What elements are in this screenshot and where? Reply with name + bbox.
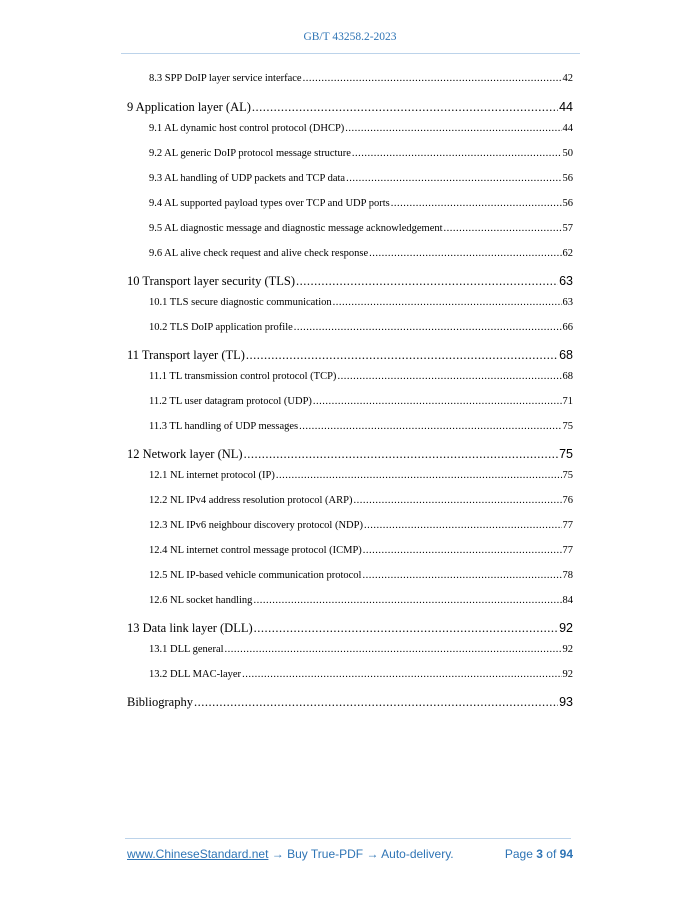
toc-entry-title: 9.5 AL diagnostic message and diagnostic message acknowledgement — [149, 223, 443, 234]
toc-dot-leader — [362, 570, 561, 581]
toc-entry-title: 13.2 DLL MAC-layer — [149, 669, 242, 680]
toc-entry-title: 10.2 TLS DoIP application profile — [149, 322, 293, 333]
toc-entry-page-number: 63 — [562, 297, 573, 308]
toc-chapter-entry[interactable] — [127, 695, 573, 710]
toc-entry-title: 12 Network layer (NL) — [127, 447, 243, 461]
toc-section-entry[interactable] — [149, 173, 573, 184]
toc-dot-leader — [276, 470, 562, 481]
toc-dot-leader — [254, 621, 558, 636]
toc-section-entry[interactable] — [149, 520, 573, 531]
toc-dot-leader — [313, 396, 562, 407]
toc-dot-leader — [352, 148, 562, 159]
toc-section-entry[interactable] — [149, 371, 573, 382]
toc-section-entry[interactable] — [149, 148, 573, 159]
toc-entry-title: 10.1 TLS secure diagnostic communication — [149, 297, 332, 308]
auto-delivery-text: Auto-delivery. — [381, 847, 454, 861]
of-word: of — [546, 847, 557, 861]
toc-entry-page-number: 84 — [562, 595, 573, 606]
toc-dot-leader — [299, 421, 561, 432]
toc-entry-page-number: 56 — [562, 198, 573, 209]
toc-section-entry[interactable] — [149, 123, 573, 134]
toc-dot-leader — [246, 348, 558, 363]
toc-entry-page-number: 68 — [559, 348, 573, 362]
toc-entry-page-number: 92 — [562, 669, 573, 680]
toc-entry-title: 9 Application layer (AL) — [127, 100, 251, 114]
toc-dot-leader — [363, 545, 562, 556]
toc-entry-title: 9.2 AL generic DoIP protocol message structure — [149, 148, 351, 159]
toc-section-entry[interactable] — [149, 669, 573, 680]
toc-entry-title: 9.3 AL handling of UDP packets and TCP data — [149, 173, 346, 184]
toc-entry-title: 12.4 NL internet control message protocol (ICMP) — [149, 545, 362, 556]
page-word: Page — [504, 847, 533, 861]
toc-dot-leader — [333, 297, 562, 308]
total-pages-number: 94 — [559, 847, 573, 861]
toc-dot-leader — [345, 123, 561, 134]
toc-dot-leader — [253, 595, 561, 606]
toc-entry-title: 11.3 TL handling of UDP messages — [149, 421, 299, 432]
toc-entry-title: 11 Transport layer (TL) — [127, 348, 245, 362]
toc-entry-page-number: 92 — [562, 644, 573, 655]
toc-dot-leader — [294, 322, 562, 333]
toc-entry-title: 8.3 SPP DoIP layer service interface — [149, 73, 302, 84]
toc-entry-page-number: 66 — [562, 322, 573, 333]
toc-entry-page-number: 68 — [562, 371, 573, 382]
buy-true-pdf-link[interactable]: Buy True-PDF — [287, 847, 364, 861]
toc-entry-page-number: 76 — [562, 495, 573, 506]
toc-dot-leader — [364, 520, 562, 531]
toc-dot-leader — [225, 644, 562, 655]
toc-section-entry[interactable] — [149, 421, 573, 432]
toc-entry-page-number: 71 — [562, 396, 573, 407]
toc-entry-title: 12.3 NL IPv6 neighbour discovery protocol (NDP) — [149, 520, 363, 531]
toc-entry-title: 9.1 AL dynamic host control protocol (DHCP) — [149, 123, 345, 134]
toc-section-entry[interactable] — [149, 595, 573, 606]
toc-dot-leader — [346, 173, 561, 184]
toc-entry-page-number: 42 — [562, 73, 573, 84]
toc-entry-title: 11.1 TL transmission control protocol (TCP) — [149, 371, 337, 382]
toc-section-entry[interactable] — [149, 248, 573, 259]
toc-dot-leader — [296, 274, 558, 289]
toc-entry-page-number: 56 — [562, 173, 573, 184]
toc-entry-title: 11.2 TL user datagram protocol (UDP) — [149, 396, 312, 407]
current-page-number: 3 — [536, 847, 543, 861]
toc-dot-leader — [353, 495, 561, 506]
toc-dot-leader — [444, 223, 562, 234]
toc-entry-title: 13.1 DLL general — [149, 644, 224, 655]
toc-entry-title: 12.6 NL socket handling — [149, 595, 253, 606]
toc-section-entry[interactable] — [149, 644, 573, 655]
toc-chapter-entry[interactable] — [127, 100, 573, 115]
toc-entry-page-number: 92 — [559, 621, 573, 635]
toc-entry-page-number: 44 — [559, 100, 573, 114]
toc-entry-page-number: 77 — [562, 520, 573, 531]
toc-entry-page-number: 93 — [559, 695, 573, 709]
toc-entry-title: 9.4 AL supported payload types over TCP and UDP ports — [149, 198, 390, 209]
toc-entry-title: Bibliography — [127, 695, 193, 709]
toc-entry-page-number: 78 — [562, 570, 573, 581]
toc-entry-page-number: 75 — [559, 447, 573, 461]
standard-code-header: GB/T 43258.2-2023 — [303, 31, 397, 43]
toc-entry-page-number: 63 — [559, 274, 573, 288]
arrow-icon: → — [271, 847, 284, 861]
toc-dot-leader — [303, 73, 562, 84]
page-indicator — [505, 847, 573, 861]
toc-chapter-entry[interactable] — [127, 348, 573, 363]
toc-entry-title: 13 Data link layer (DLL) — [127, 621, 253, 635]
toc-entry-title: 12.5 NL IP-based vehicle communication protocol — [149, 570, 362, 581]
page-footer — [127, 847, 573, 863]
toc-chapter-entry[interactable] — [127, 274, 573, 289]
toc-dot-leader — [252, 100, 558, 115]
toc-entry-title: 12.1 NL internet protocol (IP) — [149, 470, 275, 481]
toc-entry-page-number: 62 — [562, 248, 573, 259]
toc-entry-page-number: 50 — [562, 148, 573, 159]
toc-entry-page-number: 57 — [562, 223, 573, 234]
footer-promo — [127, 847, 454, 861]
toc-entry-page-number: 77 — [562, 545, 573, 556]
arrow-icon: → — [366, 847, 379, 861]
toc-entry-page-number: 44 — [562, 123, 573, 134]
toc-dot-leader — [337, 371, 561, 382]
toc-dot-leader — [244, 447, 559, 462]
toc-dot-leader — [242, 669, 561, 680]
footer-divider — [125, 838, 571, 839]
site-link[interactable]: www.ChineseStandard.net — [127, 847, 269, 861]
toc-chapter-entry[interactable] — [127, 447, 573, 462]
toc-chapter-entry[interactable] — [127, 621, 573, 636]
toc-entry-title: 10 Transport layer security (TLS) — [127, 274, 296, 288]
toc-entry-title: 12.2 NL IPv4 address resolution protocol (ARP) — [149, 495, 353, 506]
toc-entry-page-number: 75 — [562, 470, 573, 481]
toc-section-entry[interactable] — [149, 470, 573, 481]
toc-section-entry[interactable] — [149, 73, 573, 84]
toc-dot-leader — [194, 695, 558, 710]
toc-entry-page-number: 75 — [562, 421, 573, 432]
toc-section-entry[interactable] — [149, 495, 573, 506]
toc-section-entry[interactable] — [149, 545, 573, 556]
toc-section-entry[interactable] — [149, 322, 573, 333]
toc-entry-title: 9.6 AL alive check request and alive check response — [149, 248, 369, 259]
toc-section-entry[interactable] — [149, 198, 573, 209]
toc-dot-leader — [391, 198, 562, 209]
toc-section-entry[interactable] — [149, 223, 573, 234]
toc-section-entry[interactable] — [149, 396, 573, 407]
toc-dot-leader — [369, 248, 561, 259]
toc-section-entry[interactable] — [149, 570, 573, 581]
toc-section-entry[interactable] — [149, 297, 573, 308]
